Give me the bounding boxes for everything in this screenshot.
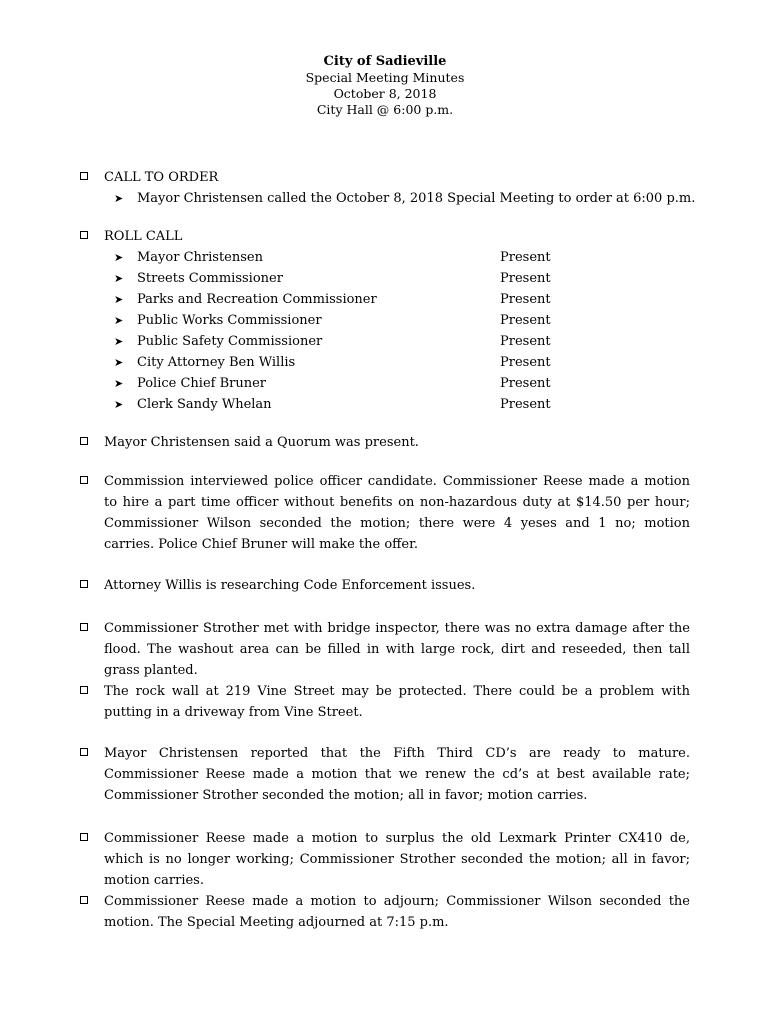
member-status: Present xyxy=(500,271,551,286)
arrow-bullet-icon: ➤ xyxy=(114,335,124,348)
member-status: Present xyxy=(500,313,551,328)
document-header xyxy=(0,54,770,118)
document-subtitle: Special Meeting Minutes xyxy=(305,70,465,85)
member-name: Clerk Sandy Whelan xyxy=(137,397,272,412)
arrow-bullet-icon: ➤ xyxy=(114,293,124,306)
arrow-bullet-icon: ➤ xyxy=(114,272,124,285)
member-status: Present xyxy=(500,376,551,391)
checkbox-icon xyxy=(80,896,88,904)
checkbox-icon xyxy=(80,580,88,588)
section-call-to-order xyxy=(80,167,696,209)
minutes-item-text: Commissioner Strother met with bridge inspector, there was no extra damage after the flood. The washout area can be filled in with large rock, dirt and reseeded, then tall grass planted. xyxy=(104,621,690,678)
list-item xyxy=(80,188,696,209)
minutes-item-text: Mayor Christensen said a Quorum was present. xyxy=(104,435,419,450)
checkbox-icon xyxy=(80,476,88,484)
member-status: Present xyxy=(500,250,551,265)
arrow-bullet-icon: ➤ xyxy=(114,356,124,369)
minutes-item xyxy=(80,575,690,596)
minutes-item xyxy=(80,432,690,453)
roll-call-row xyxy=(80,331,690,352)
minutes-item xyxy=(80,471,690,555)
roll-call-row xyxy=(80,268,690,289)
roll-call-row xyxy=(80,352,690,373)
member-name: Mayor Christensen xyxy=(137,250,263,265)
arrow-bullet-icon: ➤ xyxy=(114,314,124,327)
minutes-item xyxy=(80,891,690,933)
minutes-item xyxy=(80,828,690,891)
roll-call-row xyxy=(80,247,690,268)
member-name: Streets Commissioner xyxy=(137,271,283,286)
roll-call-row xyxy=(80,373,690,394)
checkbox-icon xyxy=(80,748,88,756)
minutes-item-text: Commissioner Reese made a motion to adjourn; Commissioner Wilson seconded the motion. The Special Meeting adjourned at 7:15 p.m. xyxy=(104,894,690,930)
minutes-item-text: Commission interviewed police officer candidate. Commissioner Reese made a motion to hire a part time officer without benefits on non-hazardous duty at $14.50 per hour; Commissioner Wilson seconded the motion; there were 4 yeses and 1 no; motion carries. Police Chief Bruner will make the offer. xyxy=(104,474,690,552)
meeting-location: City Hall @ 6:00 p.m. xyxy=(316,102,454,117)
checkbox-icon xyxy=(80,437,88,445)
member-name: Police Chief Bruner xyxy=(137,376,267,391)
member-name: Public Works Commissioner xyxy=(137,313,322,328)
section-roll-call xyxy=(80,226,690,415)
member-status: Present xyxy=(500,355,551,370)
roll-call-row xyxy=(80,310,690,331)
minutes-item-text: Attorney Willis is researching Code Enforcement issues. xyxy=(104,578,476,593)
section-heading: ROLL CALL xyxy=(104,229,183,244)
minutes-item-text: Mayor Christensen reported that the Fifth Third CD’s are ready to mature. Commissioner Reese made a motion that we renew the cd’s at best available rate; Commissioner Strother seconded the motion; all in favor; motion carries. xyxy=(104,746,690,803)
list-item-text: Mayor Christensen called the October 8, 2018 Special Meeting to order at 6:00 p.m. xyxy=(137,191,696,206)
arrow-bullet-icon: ➤ xyxy=(114,377,124,390)
checkbox-icon xyxy=(80,231,88,239)
section-heading: CALL TO ORDER xyxy=(104,170,219,185)
arrow-bullet-icon: ➤ xyxy=(114,192,124,205)
meeting-date: October 8, 2018 xyxy=(333,86,437,101)
minutes-item-text: Commissioner Reese made a motion to surplus the old Lexmark Printer CX410 de, which is no longer working; Commissioner Strother seconded the motion; all in favor; motion carries. xyxy=(104,831,690,888)
minutes-item-text: The rock wall at 219 Vine Street may be protected. There could be a problem with putting in a driveway from Vine Street. xyxy=(104,684,690,720)
member-status: Present xyxy=(500,334,551,349)
minutes-item xyxy=(80,743,690,806)
arrow-bullet-icon: ➤ xyxy=(114,251,124,264)
minutes-item xyxy=(80,618,690,681)
member-name: Public Safety Commissioner xyxy=(137,334,323,349)
checkbox-icon xyxy=(80,686,88,694)
checkbox-icon xyxy=(80,172,88,180)
member-name: City Attorney Ben Willis xyxy=(137,355,296,370)
roll-call-row xyxy=(80,394,690,415)
arrow-bullet-icon: ➤ xyxy=(114,398,124,411)
member-status: Present xyxy=(500,292,551,307)
minutes-item xyxy=(80,681,690,723)
checkbox-icon xyxy=(80,623,88,631)
document-title: City of Sadieville xyxy=(323,54,447,69)
checkbox-icon xyxy=(80,833,88,841)
member-status: Present xyxy=(500,397,551,412)
roll-call-row xyxy=(80,289,690,310)
member-name: Parks and Recreation Commissioner xyxy=(137,292,377,307)
